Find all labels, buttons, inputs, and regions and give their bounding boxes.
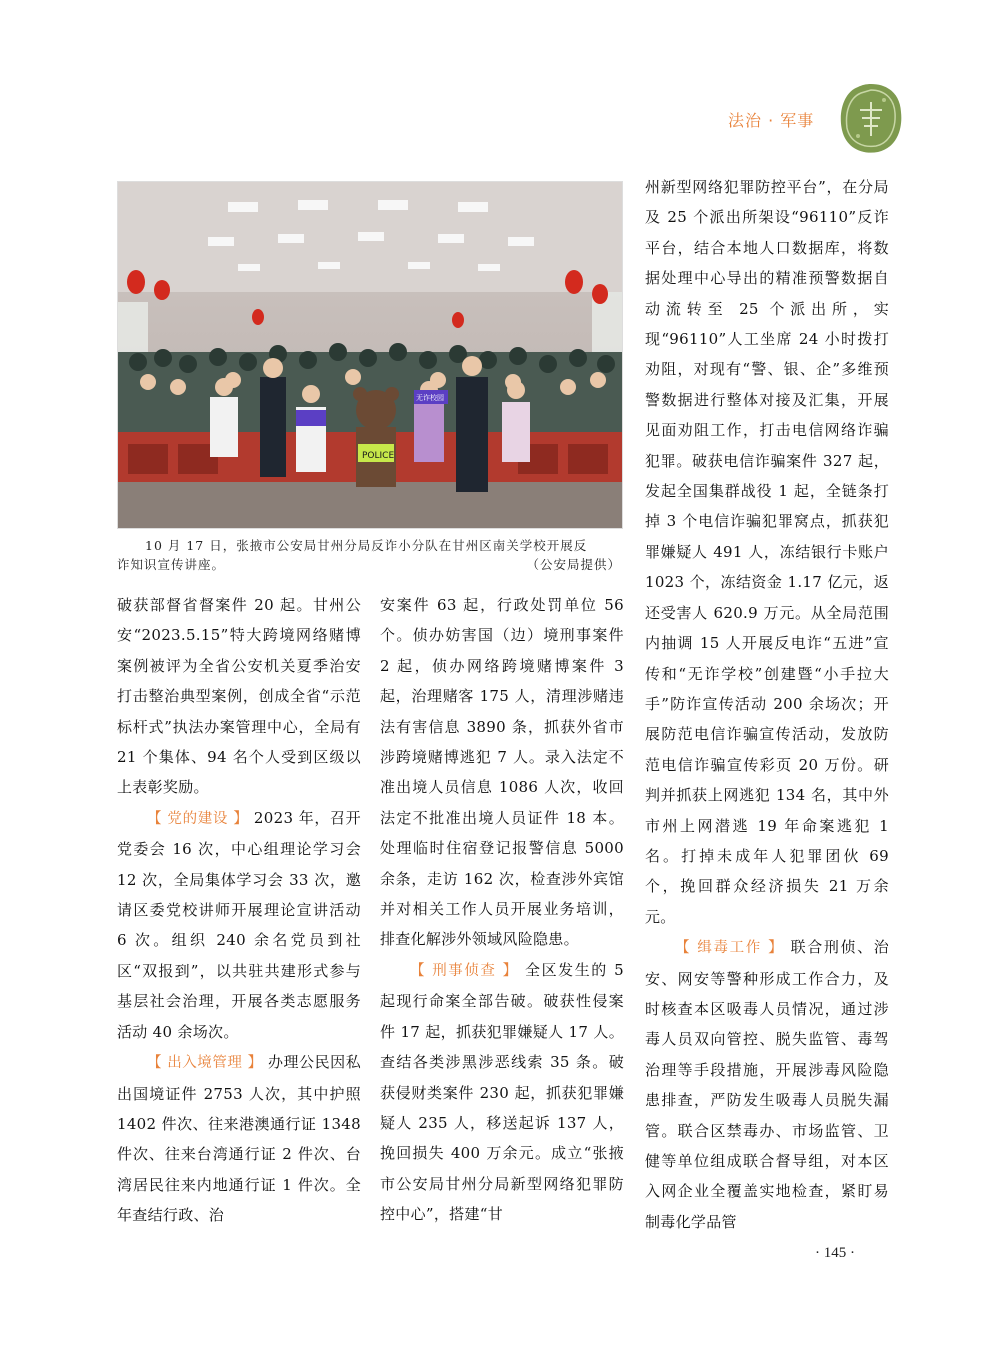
article-column-1	[117, 590, 361, 1231]
section-heading-criminal: 【 刑事侦查 】	[410, 962, 519, 979]
page-number: · 145 ·	[815, 1245, 855, 1261]
section-heading-party: 【 党的建设 】	[147, 810, 249, 827]
banner-text: 无诈校园	[416, 394, 444, 402]
photo-caption	[117, 536, 621, 574]
section-heading-narcotics: 【 缉毒工作 】	[675, 940, 785, 957]
section-heading-immigration: 【 出入境管理 】	[147, 1055, 263, 1072]
paragraph: 州新型网络犯罪防控平台”，在分局及 25 个派出所架设“96110”反诈平台，结合本地人口数据库，将数据处理中心导出的精准预警数据自动流转至 25 个派出所，实现“96110”人工坐席 24 小时拨打劝阻，对现有“警、银、企”多维预警数据进行整体对接及汇集，开展见面劝阻工作，打击电信网络诈骗犯罪。破获电信诈骗案件 327 起，发起全国集群战役 1 起，全链条打掉 3 个电信诈骗犯罪窝点，抓获犯罪嫌疑人 491 人，冻结银行卡账户 1023 个，冻结资金 1.17 亿元，返还受害人 620.9 万元。从全局范围内抽调 15 人开展反电诈“五进”宣传和“无诈学校”创建暨“小手拉大手”防诈宣传活动 200 余场次；开展防范电信诈骗宣传活动，发放防范电信诈骗宣传彩页 20 万份。研判并抓获上网逃犯 134 名，其中外市州上网潜逃 19 年命案逃犯 1 名。打掉未成年人犯罪团伙 69 个，挽回群众经济损失 21 万余元。	[645, 178, 889, 926]
bear-vest-text: POLICE	[362, 451, 395, 461]
paragraph: 破获部督省督案件 20 起。甘州公安“2023.5.15”特大跨境网络赌博案例被评为全省公安机关夏季治安打击整治典型案例，创成全省“示范标杆式”执法办案管理中心，全局有 21 个集体、94 名个人受到区级以上表彰奖励。	[117, 596, 361, 797]
paragraph: 2023 年，召开党委会 16 次，中心组理论学习会 12 次，全局集体学习会 33 次，邀请区委党校讲师开展理论宣讲活动 6 次。组织 240 余名党员到社区“双报到”，以共驻共建形式参与基层社会治理，开展各类志愿服务活动 40 余场次。	[117, 808, 361, 1041]
article-column-2	[380, 590, 624, 1230]
paragraph: 联合刑侦、治安、网安等警种形成工作合力，及时核查本区吸毒人员情况，通过涉毒人员双向管控、脱失监管、毒驾治理等手段措施，开展涉毒风险隐患排查，严防发生吸毒人员脱失漏管。联合区禁毒办、市场监管、卫健等单位组成联合督导组，对本区入网企业全覆盖实地检查，紧盯易制毒化学品管	[645, 938, 890, 1231]
paragraph: 安案件 63 起，行政处罚单位 56 个。侦办妨害国（边）境刑事案件 2 起，侦办网络跨境赌博案件 3 起，治理赌客 175 人，清理涉赌违法有害信息 3890 条，抓获外省市涉跨境赌博逃犯 7 人。录入法定不准出境人员信息 1086 人次，收回法定不批准出境人员证件 18 本。处理临时住宿登记报警信息 5000 余条，走访 162 次，检查涉外宾馆并对相关工作人员开展业务培训，排查化解涉外领域风险隐患。	[380, 596, 624, 949]
article-column-3	[645, 172, 889, 1237]
section-title: 法治 · 军事	[728, 111, 815, 130]
paragraph: 办理公民因私出国境证件 2753 人次，其中护照 1402 件次、往来港澳通行证 1348 件次、往来台湾通行证 2 件次、台湾居民往来内地通行证 1 件次。全年查结行政、治	[117, 1053, 361, 1225]
paragraph: 全区发生的 5 起现行命案全部告破。破获性侵案件 17 起，抓获犯罪嫌疑人 17 人。查结各类涉黑涉恶线索 35 条。破获侵财类案件 230 起，抓获犯罪嫌疑人 235 人，移送起诉 137 人，挽回损失 400 万余元。成立“张掖市公安局甘州分局新型网络犯罪防控中心”，搭建“甘	[380, 960, 624, 1224]
caption-credit: （公安局提供）	[526, 557, 621, 572]
caption-line2: 诈知识宣传讲座。	[117, 557, 226, 572]
caption-line1: 10 月 17 日，张掖市公安局甘州分局反诈小分队在甘州区南关学校开展反	[145, 538, 588, 553]
event-photo	[117, 181, 623, 529]
seal-logo-icon	[838, 82, 904, 154]
